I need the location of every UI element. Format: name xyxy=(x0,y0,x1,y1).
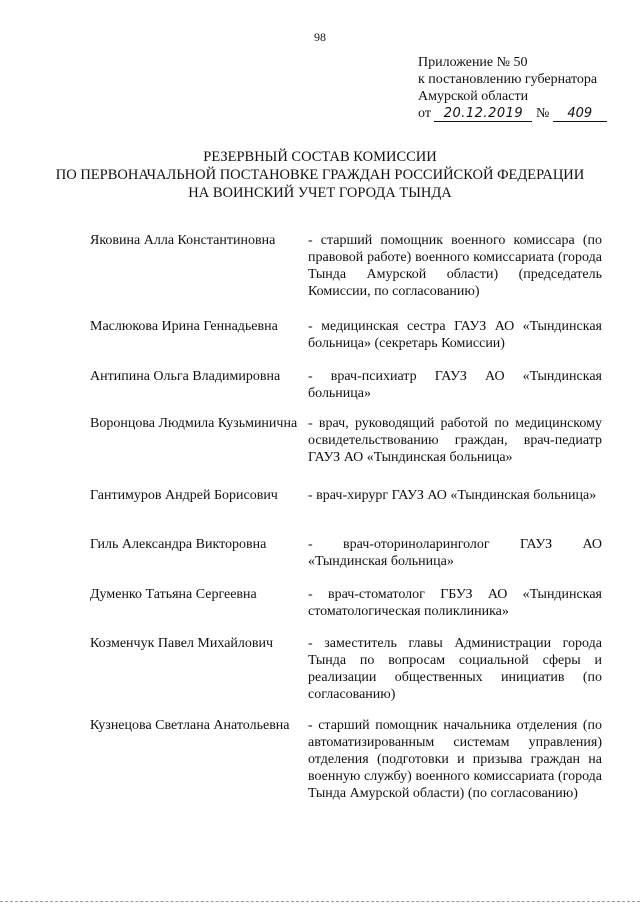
member-role: - старший помощник военного комиссара (по правовой работе) военного комиссариата (города Тында Амурской области) (председатель Комиссии, по согласованию) xyxy=(308,233,602,299)
member-name: Антипина Ольга Владимировна xyxy=(90,369,281,384)
title-line-2: ПО ПЕРВОНАЧАЛЬНОЙ ПОСТАНОВКЕ ГРАЖДАН РОССИЙСКОЙ ФЕДЕРАЦИИ xyxy=(55,167,585,183)
title-line-1: РЕЗЕРВНЫЙ СОСТАВ КОМИССИИ xyxy=(203,149,437,165)
appendix-decree-line: к постановлению губернатора xyxy=(418,72,598,87)
appendix-number: Приложение № 50 xyxy=(418,55,528,70)
member-role: - медицинская сестра ГАУЗ АО «Тындинская больница» (секретарь Комиссии) xyxy=(308,319,602,351)
page-number: 98 xyxy=(314,30,326,44)
member-name: Гиль Александра Викторовна xyxy=(90,537,267,552)
member-name: Кузнецова Светлана Анатольевна xyxy=(90,718,290,733)
document-title xyxy=(0,148,640,202)
member-role: - врач-оториноларинголог ГАУЗ АО «Тындинская больница» xyxy=(308,537,602,569)
member-name: Козменчук Павел Михайлович xyxy=(90,636,274,651)
member-role: - старший помощник начальника отделения (по автоматизированным системам управления) отделения (подготовки и призыва граждан на военную службу) военного комиссариата (города Тында Амурской области) (по согласованию) xyxy=(308,718,602,801)
member-name: Гантимуров Андрей Борисович xyxy=(90,488,278,503)
member-role: - заместитель главы Администрации города Тында по вопросам социальной сферы и реализации общественных инициатив (по согласованию) xyxy=(308,636,602,702)
handwritten-number: 409 xyxy=(553,107,607,122)
member-role: - врач-психиатр ГАУЗ АО «Тындинская больница» xyxy=(308,369,602,401)
date-prefix: от xyxy=(418,106,431,121)
member-name: Думенко Татьяна Сергеевна xyxy=(90,587,257,602)
scan-edge-line xyxy=(0,901,640,905)
title-line-3: НА ВОИНСКИЙ УЧЕТ ГОРОДА ТЫНДА xyxy=(188,185,452,201)
member-name: Маслюкова Ирина Геннадьевна xyxy=(90,319,278,334)
member-role: - врач-стоматолог ГБУЗ АО «Тындинская стоматологическая поликлиника» xyxy=(308,587,602,619)
member-role: - врач, руководящий работой по медицинскому освидетельствованию граждан, врач-педиатр ГАУЗ АО «Тындинская больница» xyxy=(308,416,602,465)
appendix-header xyxy=(418,54,607,122)
member-role: - врач-хирург ГАУЗ АО «Тындинская больница» xyxy=(308,488,597,503)
member-name: Воронцова Людмила Кузьминична xyxy=(90,416,298,431)
member-name: Яковина Алла Константиновна xyxy=(90,233,276,248)
number-prefix: № xyxy=(535,106,550,121)
appendix-date-line xyxy=(418,105,607,122)
handwritten-date: 20.12.2019 xyxy=(434,107,532,122)
appendix-region: Амурской области xyxy=(418,89,529,104)
